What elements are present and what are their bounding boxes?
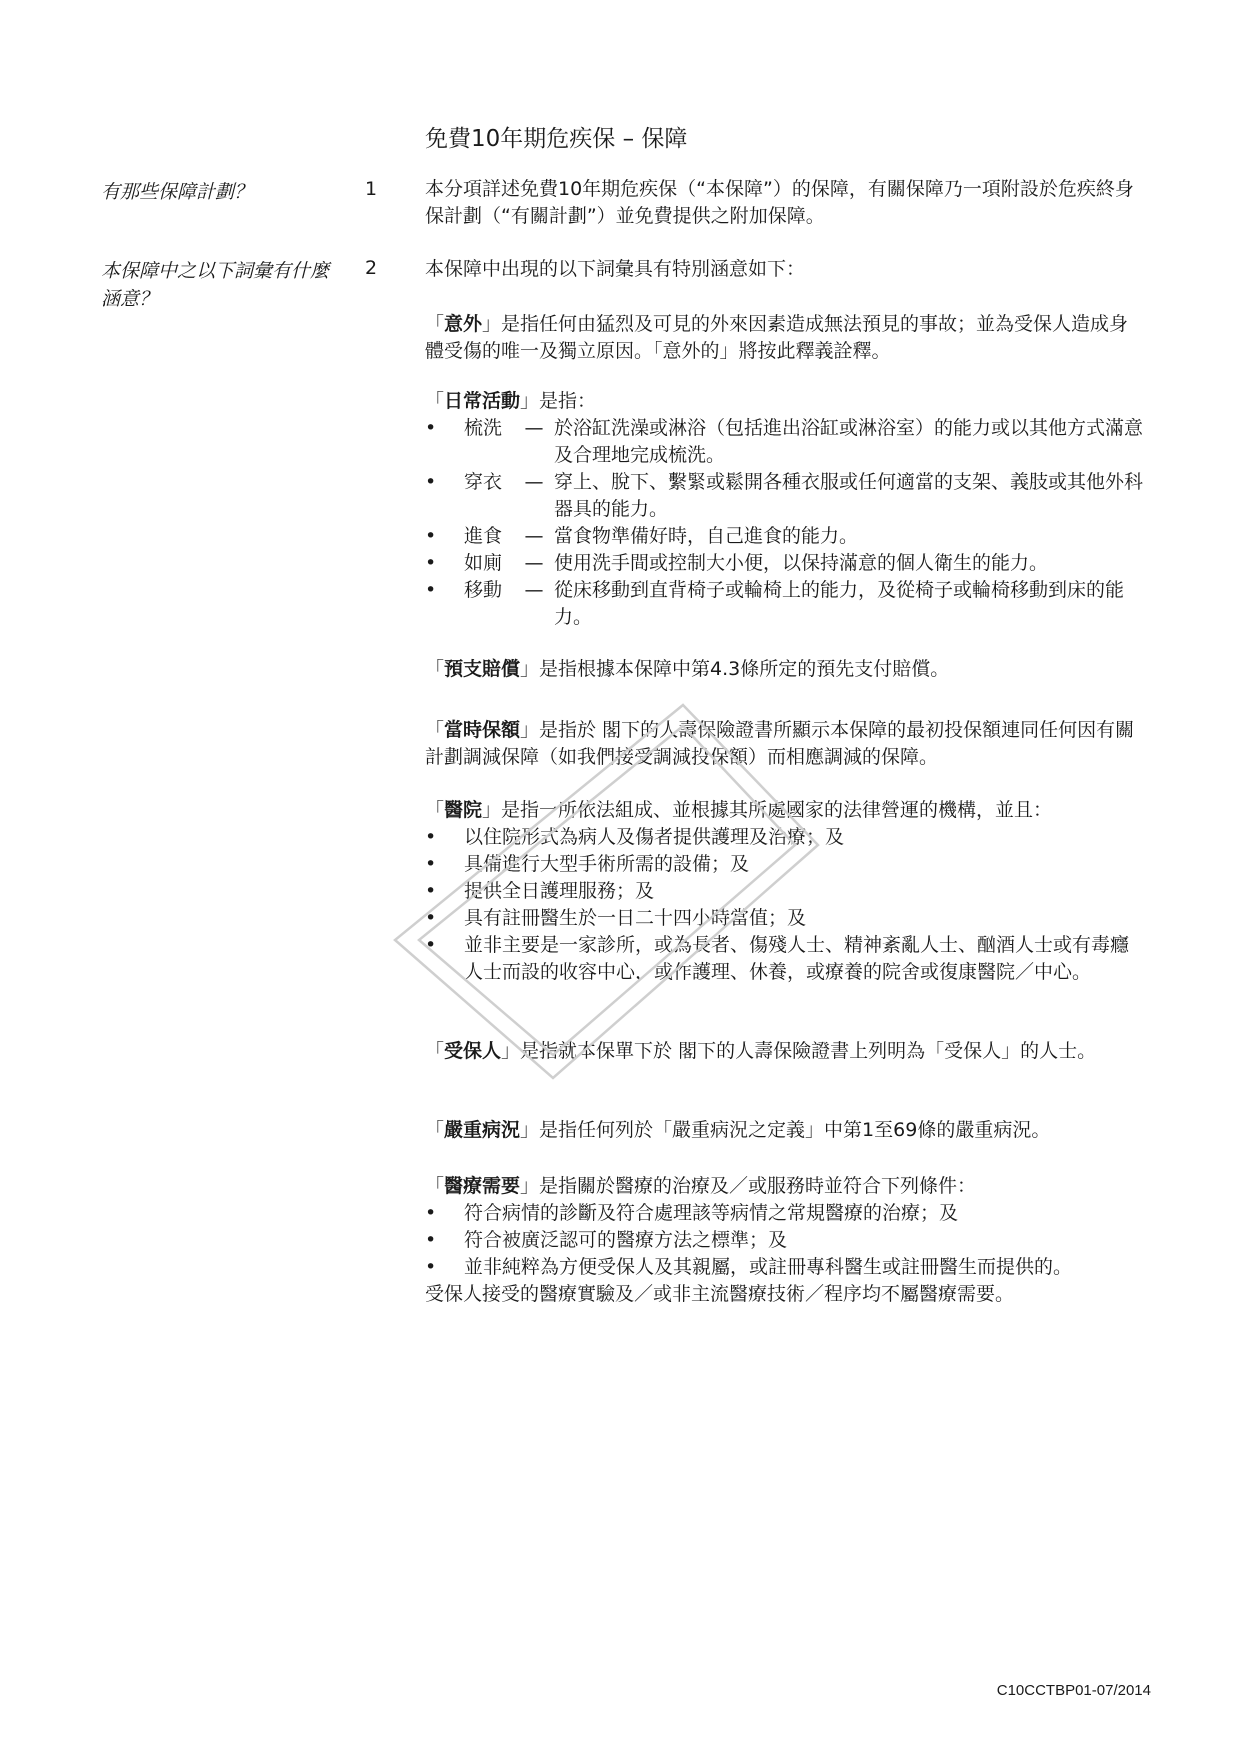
term-hospital: 醫院: [444, 799, 483, 821]
list-item: • 以住院形式為病人及傷者提供護理及治療；及: [425, 824, 1145, 851]
definition-advance: 「預支賠償」是指根據本保障中第4.3條所定的預先支付賠償。: [425, 658, 950, 680]
adl-dash: —: [524, 552, 544, 574]
list-item: [425, 523, 1145, 550]
adl-dash: —: [524, 471, 544, 493]
term-accident: 意外: [444, 313, 483, 335]
adl-text: 穿上、脫下、繫緊或鬆開各種衣服或任何適當的支架、義肢或其他外科器具的能力。: [554, 471, 1144, 520]
section-2-number: 2: [365, 257, 378, 279]
section-2-intro: 本保障中出現的以下詞彙具有特別涵意如下：: [425, 258, 806, 280]
definition-current: 「當時保額」是指於 閣下的人壽保險證書所顯示本保障的最初投保額連同任何因有關計劃調減保障（如我們接受調減投保額）而相應調減的保障。: [425, 719, 1135, 768]
list-item: • 並非主要是一家診所，或為長者、傷殘人士、精神紊亂人士、酗酒人士或有毒癮人士而設的收容中心，或作護理、休養，或療養的院舍或復康醫院／中心。: [425, 932, 1145, 986]
adl-term: • 穿衣: [464, 471, 503, 493]
list-item: • 具備進行大型手術所需的設備；及: [425, 851, 1145, 878]
list-item: [425, 577, 1145, 631]
adl-text: 於浴缸洗澡或淋浴（包括進出浴缸或淋浴室）的能力或以其他方式滿意及合理地完成梳洗。: [554, 417, 1144, 466]
definition-critical-text: 是指任何列於「嚴重病況之定義」中第1至69條的嚴重病況。: [539, 1119, 1051, 1141]
definition-current-text: 是指於 閣下的人壽保險證書所顯示本保障的最初投保額連同任何因有關計劃調減保障（如我們接受調減投保額）而相應調減的保障。: [425, 719, 1135, 768]
definition-accident: 「意外」是指任何由猛烈及可見的外來因素造成無法預見的事故；並為受保人造成身體受傷的唯一及獨立原因。「意外的」將按此釋義詮釋。: [425, 313, 1129, 362]
definition-accident-text: 是指任何由猛烈及可見的外來因素造成無法預見的事故；並為受保人造成身體受傷的唯一及獨立原因。「意外的」將按此釋義詮釋。: [425, 313, 1129, 362]
adl-term: • 進食: [464, 525, 503, 547]
adl-text: 當食物準備好時，自己進食的能力。: [554, 525, 859, 547]
definition-hospital: 「醫院」是指一所依法組成、並根據其所處國家的法律營運的機構，並且： • 以住院形式為病人及傷者提供護理及治療；及 • 具備進行大型手術所需的設備；及 • 提供全日護理服務；及 • 具有註冊醫生於一日二十四小時當值；及 • 並非主要是一家診所，或為長者、傷殘人士、精神紊亂人士、酗酒人士或有毒癮人士而設的收容中心，或作護理、休養，或療養的院舍或復康醫院／中心。: [425, 797, 1145, 986]
adl-term: • 梳洗: [464, 417, 503, 439]
list-item: • 符合病情的診斷及符合處理該等病情之常規醫療的治療；及: [425, 1200, 1145, 1227]
definition-insured: 「受保人」是指就本保單下於 閣下的人壽保險證書上列明為「受保人」的人士。: [425, 1040, 1097, 1062]
term-insured: 受保人: [444, 1040, 502, 1062]
term-adl: 日常活動: [444, 390, 521, 412]
definition-medical-text: 是指關於醫療的治療及／或服務時並符合下列條件：: [539, 1175, 977, 1197]
adl-text: 從床移動到直背椅子或輪椅上的能力，及從椅子或輪椅移動到床的能力。: [554, 579, 1125, 628]
adl-dash: —: [524, 417, 544, 439]
definition-hospital-text: 是指一所依法組成、並根據其所處國家的法律營運的機構，並且：: [501, 799, 1053, 821]
list-item: [425, 550, 1145, 577]
page-title: 免費10年期危疾保 – 保障: [425, 126, 688, 152]
list-item: [425, 415, 1145, 469]
term-advance: 預支賠償: [444, 658, 521, 680]
list-item: • 具有註冊醫生於一日二十四小時當值；及: [425, 905, 1145, 932]
document-code: C10CCTBP01-07/2014: [996, 1682, 1151, 1699]
list-item: [425, 469, 1145, 523]
term-critical: 嚴重病況: [444, 1119, 521, 1141]
term-medical: 醫療需要: [444, 1175, 521, 1197]
adl-suffix: 是指：: [539, 390, 597, 412]
list-item: • 並非純粹為方便受保人及其親屬，或註冊專科醫生或註冊醫生而提供的。: [425, 1254, 1145, 1281]
adl-text: 使用洗手間或控制大小便，以保持滿意的個人衛生的能力。: [554, 552, 1049, 574]
adl-dash: —: [524, 579, 544, 601]
medical-closing: 受保人接受的醫療實驗及／或非主流醫療技術／程序均不屬醫療需要。: [425, 1283, 1015, 1305]
section-2-question: 本保障中之以下詞彙有什麼涵意？: [101, 260, 330, 310]
definition-insured-text: 是指就本保單下於 閣下的人壽保險證書上列明為「受保人」的人士。: [520, 1040, 1097, 1062]
adl-term: • 如廁: [464, 552, 503, 574]
definition-adl: 「日常活動」是指： • 梳洗 — 於浴缸洗澡或淋浴（包括進出浴缸或淋浴室）的能力或以其他方式滿意及合理地完成梳洗。 • 穿衣 — 穿上、脫下、繫緊或鬆開各種衣服或任何適當的支架、義肢或其他外科器具的能力。 • 進食 — 當食物準備好時，自己進食的能力。 • 如廁 — 使用洗手間或控制大小便，以保持滿意的個人衛生的能力。 • 移動 — 從床移動到直背椅子或輪椅上的能力，及從椅子或輪椅移動到床的能力。: [425, 388, 1145, 631]
definition-critical: 「嚴重病況」是指任何列於「嚴重病況之定義」中第1至69條的嚴重病況。: [425, 1119, 1051, 1141]
section-1-question: 有那些保障計劃？: [101, 181, 254, 203]
term-current: 當時保額: [444, 719, 521, 741]
list-item: • 提供全日護理服務；及: [425, 878, 1145, 905]
adl-dash: —: [524, 525, 544, 547]
section-1-number: 1: [365, 178, 378, 200]
list-item: • 符合被廣泛認可的醫療方法之標準；及: [425, 1227, 1145, 1254]
adl-term: • 移動: [464, 579, 503, 601]
definition-medical: 「醫療需要」是指關於醫療的治療及／或服務時並符合下列條件： • 符合病情的診斷及符合處理該等病情之常規醫療的治療；及 • 符合被廣泛認可的醫療方法之標準；及 • 並非純粹為方便受保人及其親屬，或註冊專科醫生或註冊醫生而提供的。 受保人接受的醫療實驗及／或非主流醫療技術／程序均不屬醫療需要。: [425, 1173, 1145, 1308]
definition-advance-text: 是指根據本保障中第4.3條所定的預先支付賠償。: [539, 658, 950, 680]
section-1-text: 本分項詳述免費10年期危疾保（“本保障”）的保障，有關保障乃一項附設於危疾終身保計劃（“有關計劃”）並免費提供之附加保障。: [425, 178, 1134, 227]
